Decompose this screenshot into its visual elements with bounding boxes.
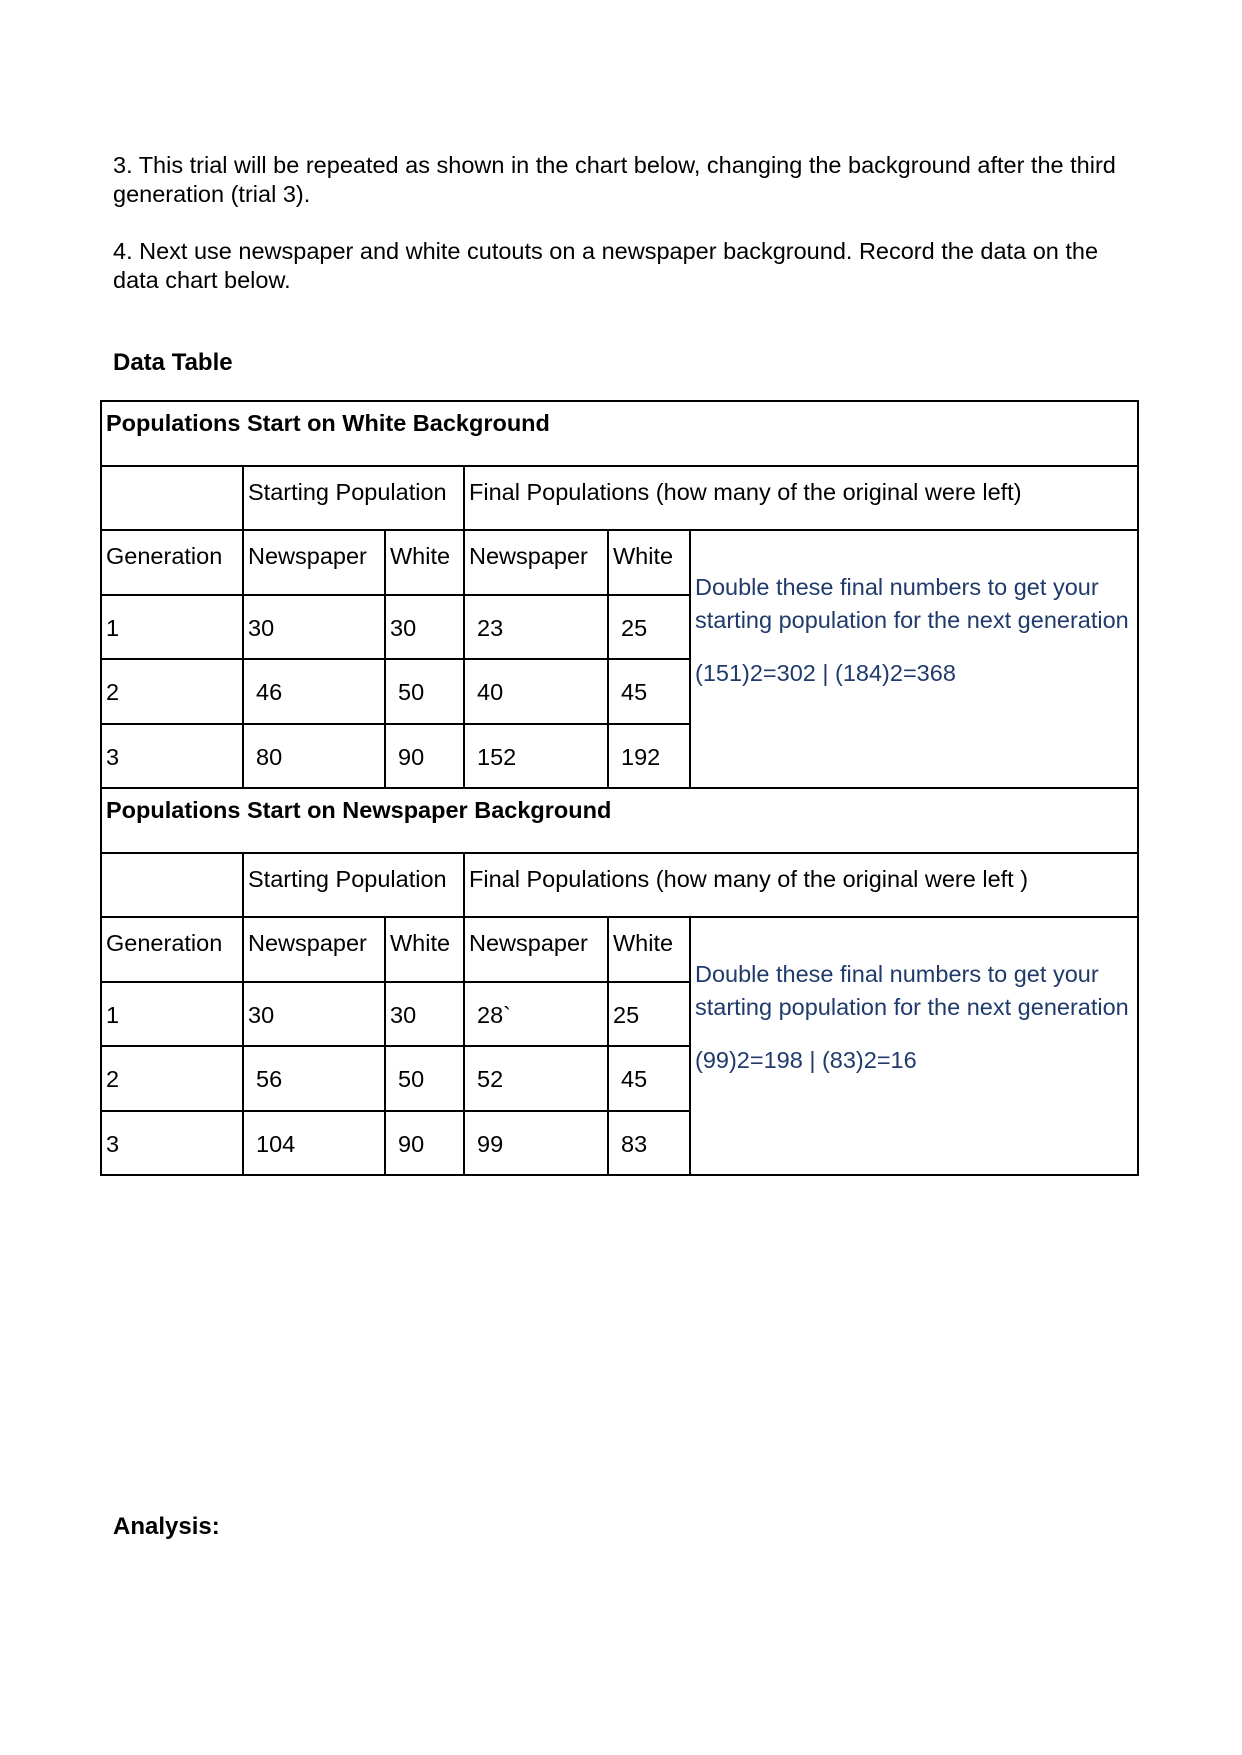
- instruction-step-3: 3. This trial will be repeated as shown in the chart below, changing the background after the third generation (trial 3).: [113, 152, 1116, 207]
- generation-cell: 2: [101, 659, 243, 724]
- white-section-note: [690, 530, 1138, 788]
- generation-cell: 2: [101, 1046, 243, 1111]
- doubling-note: Double these final numbers to get your starting population for the next generation: [695, 574, 1129, 633]
- start-newspaper-cell: 56: [243, 1046, 385, 1111]
- final-newspaper-cell: 28`: [464, 982, 608, 1047]
- generation-cell: 1: [101, 595, 243, 660]
- start-newspaper-header: Newspaper: [243, 530, 385, 595]
- data-table: [100, 400, 1139, 1176]
- final-newspaper-cell: 23: [464, 595, 608, 660]
- starting-population-header: Starting Population: [243, 853, 464, 918]
- start-white-cell: 30: [385, 595, 464, 660]
- start-newspaper-cell: 104: [243, 1111, 385, 1176]
- generation-cell: 3: [101, 1111, 243, 1176]
- generation-cell: 3: [101, 724, 243, 789]
- starting-population-header: Starting Population: [243, 466, 464, 531]
- generation-header: Generation: [101, 917, 243, 982]
- final-white-cell: 45: [608, 1046, 690, 1111]
- final-white-header: White: [608, 917, 690, 982]
- start-newspaper-cell: 46: [243, 659, 385, 724]
- newspaper-section-note: [690, 917, 1138, 1175]
- doubling-calculation: (151)2=302 | (184)2=368: [695, 660, 956, 686]
- final-newspaper-header: Newspaper: [464, 530, 608, 595]
- empty-cell: [101, 466, 243, 531]
- final-white-cell: 25: [608, 982, 690, 1047]
- final-newspaper-cell: 99: [464, 1111, 608, 1176]
- start-white-cell: 90: [385, 1111, 464, 1176]
- white-section-group-header-row: [101, 466, 1138, 531]
- generation-header: Generation: [101, 530, 243, 595]
- final-populations-header: Final Populations (how many of the original were left): [464, 466, 1138, 531]
- analysis-heading: Analysis:: [113, 1513, 220, 1540]
- final-newspaper-header: Newspaper: [464, 917, 608, 982]
- start-newspaper-cell: 30: [243, 595, 385, 660]
- start-white-cell: 50: [385, 659, 464, 724]
- newspaper-section-column-header-row: [101, 917, 1138, 982]
- white-section-title: Populations Start on White Background: [101, 401, 1138, 466]
- final-white-cell: 25: [608, 595, 690, 660]
- white-section-title-row: [101, 401, 1138, 466]
- data-table-heading: Data Table: [113, 349, 233, 376]
- doubling-note: Double these final numbers to get your starting population for the next generation: [695, 961, 1129, 1020]
- newspaper-section-title-row: [101, 788, 1138, 853]
- final-white-cell: 192: [608, 724, 690, 789]
- final-white-cell: 83: [608, 1111, 690, 1176]
- final-populations-header: Final Populations (how many of the original were left ): [464, 853, 1138, 918]
- start-newspaper-cell: 80: [243, 724, 385, 789]
- final-newspaper-cell: 152: [464, 724, 608, 789]
- start-newspaper-header: Newspaper: [243, 917, 385, 982]
- final-white-header: White: [608, 530, 690, 595]
- start-white-header: White: [385, 530, 464, 595]
- start-white-cell: 30: [385, 982, 464, 1047]
- start-white-cell: 90: [385, 724, 464, 789]
- empty-cell: [101, 853, 243, 918]
- final-white-cell: 45: [608, 659, 690, 724]
- start-newspaper-cell: 30: [243, 982, 385, 1047]
- instruction-step-4: 4. Next use newspaper and white cutouts on a newspaper background. Record the data on the data chart below.: [113, 238, 1099, 293]
- final-newspaper-cell: 40: [464, 659, 608, 724]
- white-section-column-header-row: [101, 530, 1138, 595]
- doubling-calculation: (99)2=198 | (83)2=16: [695, 1047, 917, 1073]
- newspaper-section-title: Populations Start on Newspaper Background: [101, 788, 1138, 853]
- newspaper-section-group-header-row: [101, 853, 1138, 918]
- final-newspaper-cell: 52: [464, 1046, 608, 1111]
- generation-cell: 1: [101, 982, 243, 1047]
- start-white-header: White: [385, 917, 464, 982]
- start-white-cell: 50: [385, 1046, 464, 1111]
